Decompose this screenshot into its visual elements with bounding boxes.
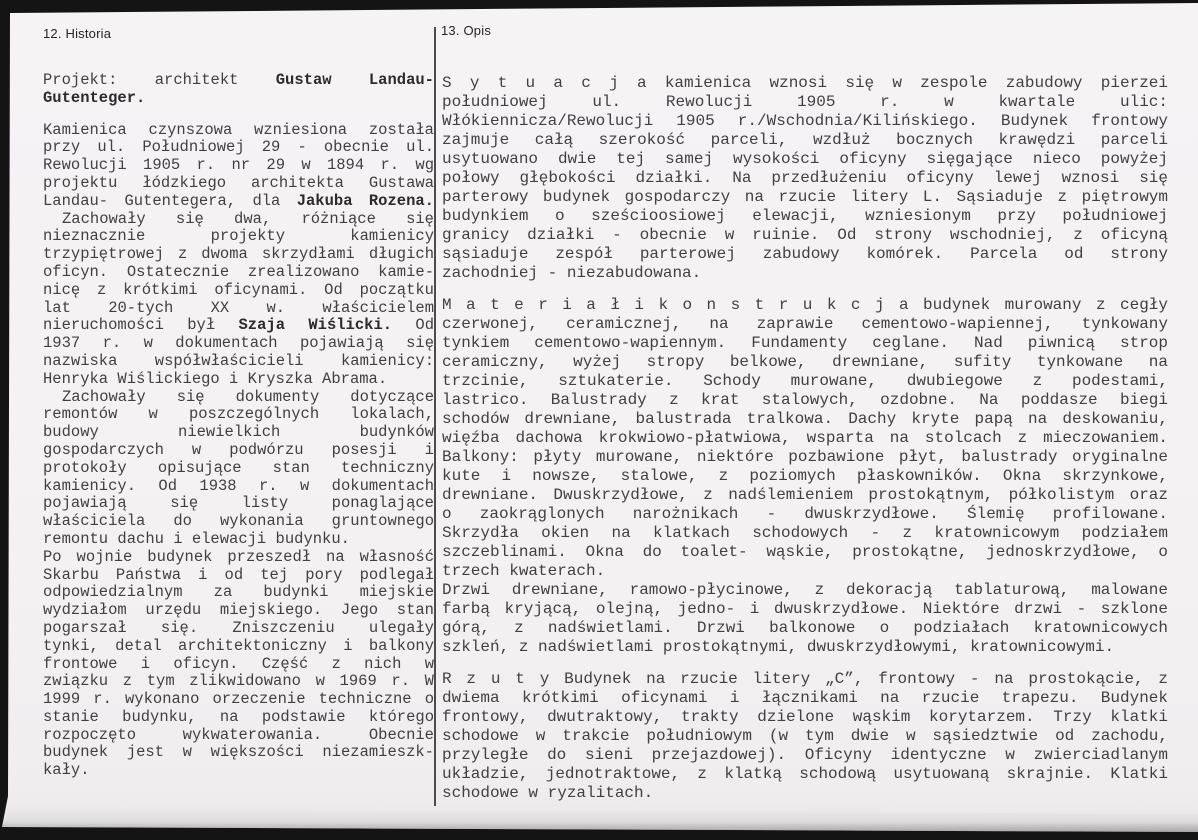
text-line: nieruchomości był Szaja Wiślicki. Od — [43, 316, 434, 335]
paragraph — [442, 670, 1168, 803]
text-line: budynek jest w większości niezamieszk- — [43, 743, 434, 762]
text-line: projektu łódzkiego architekta Gustawa — [43, 173, 434, 192]
text-line: trzypiętrowej z dwoma skrzydłami długich — [43, 245, 434, 264]
text-line: oficyn. Ostatecznie zrealizowano kamie- — [43, 262, 434, 281]
text-line: południowej ul. Rewolucji 1905 r. w kwartale ulic: — [442, 93, 1168, 111]
text-line: trzech kwaterach. — [442, 562, 606, 580]
text-line: lastrico. Balustrady z krat stalowych, ozdobne. Na poddasze biegi — [442, 391, 1168, 409]
text-line: kały. — [43, 761, 90, 780]
text-line: stanie budynku, na podstawie którego — [43, 707, 434, 726]
text-line: schodowe w ryzalitach. — [442, 784, 654, 802]
text-line: lat 20-tych XX w. właścicielem — [43, 298, 434, 317]
text-line: Projekt: architekt Gustaw Landau- — [43, 71, 434, 89]
text-line: przy ul. Południowej 29 - obecnie ul. — [43, 138, 434, 157]
text-line: frontowy, dwutraktowy, trakty dzielone wąskim korytarzem. Trzy klatki — [442, 708, 1168, 726]
text-line: szkleń, z nadświetlami prostokątnymi, dwuskrzydłowymi, kratownicowymi. — [442, 638, 1115, 656]
text-line: nazwiska współwłaścicieli kamienicy: — [43, 351, 434, 370]
section-header-historia: 12. Historia — [43, 26, 112, 41]
text-line: protokoły opisujące stan techniczny — [43, 458, 434, 477]
text-line: o zaokrąglonych narożnikach - dwuskrzydłowe. Ślemię profilowane. — [442, 505, 1168, 523]
text-line: Skarbu Państwa i od tej pory podlegał — [43, 565, 434, 584]
text-line: układzie, jednotraktowe, z klatką schodową usytuowaną skrajnie. Klatki — [442, 765, 1168, 783]
text-line: granicy działki - obecnie w ruinie. Od strony wschodniej, z oficyną — [442, 226, 1168, 244]
text-line: pojawiają się listy ponaglające — [43, 494, 434, 513]
text-line: schodowe w trakcie południowym (w tym dwie w sąsiedztwie od zachodu, — [442, 727, 1168, 745]
text-line: Zachowały się dokumenty dotyczące — [62, 387, 434, 406]
text-line: kute i nowsze, stalowe, z poziomych płaskowników. Okna skrzynkowe, — [442, 467, 1168, 485]
text-line: Balkony: płyty murowane, niektóre pozbawione płyt, balustrady oryginalne — [442, 448, 1168, 466]
text-line: trzcinie, sztukaterie. Schody murowane, dwubiegowe z podestami, — [442, 372, 1168, 390]
column-divider-line — [434, 27, 436, 806]
text-line: dwiema krótkimi oficynami i łącznikami na rzucie trapezu. Budynek — [442, 689, 1168, 707]
text-line: budowy niewielkich budynków — [43, 423, 434, 442]
text-line: remontów w poszczególnych lokalach, — [43, 405, 434, 424]
text-line: więźba dachowa krokwiowo-płatwiowa, wsparta na stolcach z mieczowaniem. — [442, 429, 1168, 447]
text-line: szczeblinami. Okna do toalet- wąskie, prostokątne, jednoskrzydłowe, o — [442, 543, 1168, 561]
text-line: wydziałom urzędu miejskiego. Jego stan — [43, 601, 434, 620]
text-line: Skrzydła okien na klatkach schodowych - z kratownicowym podziałem — [442, 524, 1168, 542]
text-line: 1937 r. w dokumentach pojawiają się — [43, 334, 434, 353]
text-line: Włókiennicza/Rewolucji 1905 r./Wschodnia/Kilińskiego. Budynek frontowy — [442, 112, 1168, 130]
text-line: górą, z nadświetlami. Drzwi balkonowe o podziałach kratownicowych — [442, 619, 1168, 637]
paragraph — [43, 549, 434, 780]
text-line: kamienicy. Od 1938 r. w dokumentach — [43, 476, 434, 495]
paragraph — [442, 296, 1168, 657]
text-line: schodów drewniane, balustrada tralkowa. Dachy kryte papą na deskowaniu, — [442, 410, 1168, 428]
text-line: pogarszał się. Zniszczeniu ulegały — [43, 618, 434, 637]
text-line: Drzwi drewniane, ramowo-płycinowe, z dekoracją tablaturową, malowane — [442, 581, 1168, 599]
text-line: Po wojnie budynek przeszedł na własność — [43, 547, 434, 566]
text-line: M a t e r i a ł i k o n s t r u k c j a budynek murowany z cegły — [442, 296, 1168, 314]
text-line: Landau- Gutentegera, dla Jakuba Rozena. — [43, 191, 434, 210]
text-line: przyległe do sieni przejazdowej). Oficyny identyczne w zwierciadlanym — [442, 746, 1168, 764]
historia-text-column — [43, 72, 434, 780]
text-line: 1999 r. wykonano orzeczenie techniczne o — [43, 690, 434, 709]
text-line: nieznacznie projekty kamienicy — [43, 227, 434, 246]
paragraph — [43, 211, 434, 389]
opis-text-column — [442, 74, 1168, 803]
text-line: rozpoczęto wykwaterowania. Obecnie — [43, 725, 434, 744]
text-line: Gutenteger. — [43, 88, 146, 107]
text-line: R z u t y Budynek na rzucie litery „C”, frontowy - na prostokącie, z — [442, 670, 1168, 688]
text-line: usytuowano dwie tej samej wysokości oficyny sięgające nieco powyżej — [442, 150, 1168, 168]
text-line: Henryka Wiślickiego i Kryszka Abrama. — [43, 369, 388, 388]
text-line: drewniane. Dwuskrzydłowe, z nadślemieniem prostokątnym, półkolistym oraz — [442, 486, 1168, 504]
text-line: gospodarczych w podwórzu posesji i — [43, 440, 434, 459]
text-line: parterowy budynek gospodarczy na rzucie litery L. Sąsiaduje z piętrowym — [442, 188, 1168, 206]
text-line: Zachowały się dwa, różniące się — [62, 209, 434, 228]
text-line: farbą kryjącą, olejną, jedno- i dwuskrzydłowe. Niektóre drzwi - szklone — [442, 600, 1168, 618]
text-line: połowy głębokości działki. Na przedłużeniu oficyny lewej wznosi się — [442, 169, 1168, 187]
text-line: remontu dachu i elewacji budynku. — [43, 529, 350, 548]
section-header-opis: 13. Opis — [441, 23, 492, 38]
text-line: sąsiaduje zespół parterowej zabudowy komórek. Parcela od strony — [442, 245, 1168, 263]
text-line: nicę z krótkimi oficynami. Od początku — [43, 280, 434, 299]
text-line: tynki, detal architektoniczny i balkony — [43, 636, 434, 655]
text-line: Rewolucji 1905 r. nr 29 w 1894 r. wg — [43, 156, 434, 175]
text-line: ceramiczny, wyżej stropy belkowe, drewniane, sufity tynkowane na — [442, 353, 1168, 371]
text-line: S y t u a c j a kamienica wznosi się w zespole zabudowy pierzei — [442, 74, 1168, 92]
text-line: czerwonej, ceramicznej, na zaprawie cementowo-wapiennej, tynkowany — [442, 315, 1168, 333]
text-line: zachodniej - niezabudowana. — [442, 264, 702, 282]
paragraph — [43, 72, 434, 108]
text-line: Kamienica czynszowa wzniesiona została — [43, 120, 434, 139]
text-line: frontowe i oficyn. Część z nich w — [43, 654, 434, 673]
paragraph — [43, 389, 434, 549]
text-line: tynkiem cementowo-wapiennym. Fundamenty ceglane. Nad piwnicą strop — [442, 334, 1168, 352]
paragraph — [442, 74, 1168, 283]
text-line: właściciela do wykonania gruntownego — [43, 512, 434, 531]
text-line: związku z tym zlikwidowano w 1969 r. W — [43, 672, 434, 691]
text-line: odpowiedzialnym za budynki miejskie — [43, 583, 434, 602]
text-line: zajmuje całą szerokość parceli, wzdłuż bocznych krawędzi parceli — [442, 131, 1168, 149]
paragraph — [43, 122, 434, 211]
text-line: budynkiem o sześcioosiowej elewacji, wzniesionym przy południowej — [442, 207, 1168, 225]
